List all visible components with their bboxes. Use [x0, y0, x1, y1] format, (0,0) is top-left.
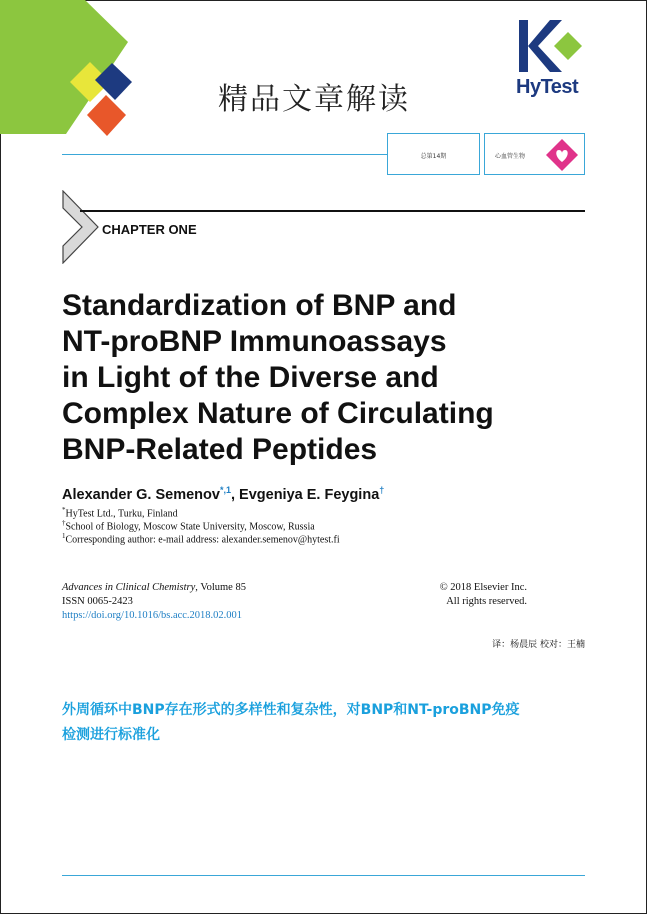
chinese-subtitle-line: 外周循环中BNP存在形式的多样性和复杂性，对BNP和NT-proBNP免疫 [62, 702, 520, 718]
footer-rule [62, 875, 585, 876]
doi-link[interactable]: https://doi.org/10.1016/bs.acc.2018.02.001 [62, 610, 243, 621]
heart-icon [545, 138, 579, 172]
translation-credits: 译：杨晨辰 校对：王楠 [492, 640, 585, 650]
article-title [62, 288, 602, 468]
issue-box [387, 133, 480, 175]
affiliation [62, 532, 340, 545]
author-marks: † [379, 485, 385, 495]
journal-name: Advances in Clinical Chemistry [62, 582, 196, 593]
chinese-subtitle-line: 检测进行标准化 [62, 727, 160, 743]
journal-line [62, 582, 246, 593]
article-title-line: NT-proBNP Immunoassays [62, 325, 447, 358]
article-title-line: Standardization of BNP and [62, 289, 457, 322]
chinese-subtitle [62, 698, 602, 748]
author-name: Evgeniya E. Feygina [239, 486, 380, 503]
corner-orange-shape [87, 95, 126, 136]
affiliation [62, 506, 178, 519]
topic-box [484, 133, 585, 175]
article-title-line: in Light of the Diverse and [62, 361, 439, 394]
copyright: © 2018 Elsevier Inc. [439, 582, 527, 593]
corner-decoration [0, 0, 140, 140]
issn: ISSN 0065-2423 [62, 596, 133, 607]
header-title: 精品文章解读 [218, 82, 410, 117]
issue-label: 总第14期 [420, 153, 447, 160]
affiliation-mark: † [62, 519, 66, 527]
authors [62, 485, 384, 503]
chapter-label: CHAPTER ONE [102, 222, 197, 237]
affiliation-mark: 1 [62, 532, 66, 540]
author-separator: , [230, 486, 240, 503]
journal-volume: , Volume 85 [195, 582, 246, 593]
author-marks: *,1 [219, 485, 231, 495]
affiliation-text: School of Biology, Moscow State University, Moscow, Russia [65, 521, 315, 533]
chevron-right-icon [62, 190, 102, 264]
chapter-rule [80, 210, 585, 212]
article-title-line: BNP-Related Peptides [62, 433, 378, 466]
article-title-line: Complex Nature of Circulating [62, 397, 494, 430]
affiliation-text: HyTest Ltd., Turku, Finland [65, 508, 178, 520]
hytest-logo-icon [516, 18, 586, 76]
affiliation [62, 519, 315, 532]
topic-label: 心血管生物 [495, 153, 526, 160]
header-rule [62, 154, 387, 155]
affiliation-mark: * [62, 506, 66, 514]
hytest-logo-text: HyTest [516, 76, 579, 98]
rights: All rights reserved. [446, 596, 527, 607]
author-name: Alexander G. Semenov [62, 486, 220, 503]
affiliation-text: Corresponding author: e-mail address: alexander.semenov@hytest.fi [65, 534, 340, 546]
